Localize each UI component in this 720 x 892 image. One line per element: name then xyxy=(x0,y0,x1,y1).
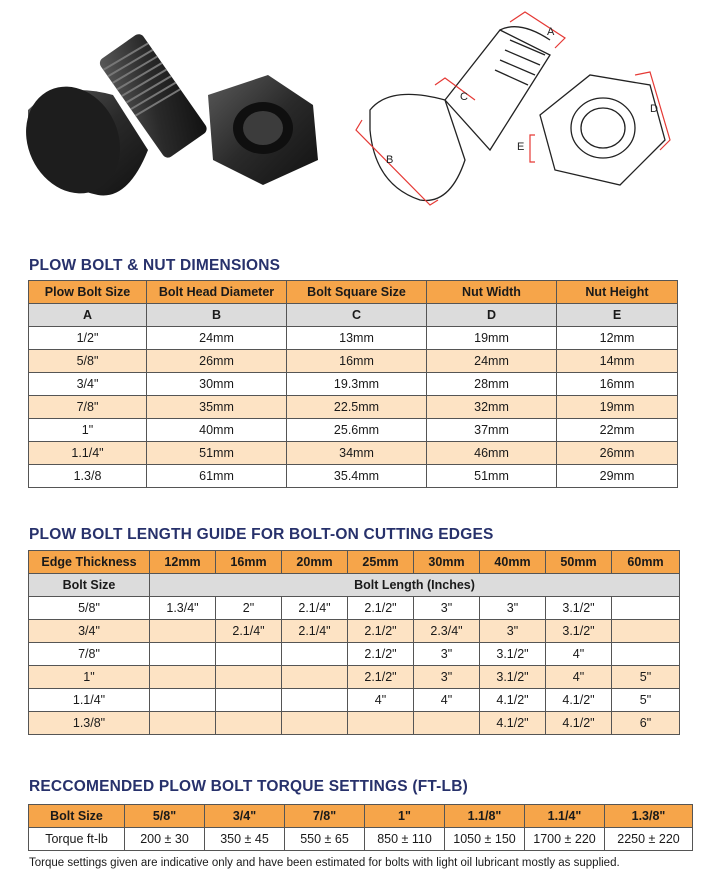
length-cell xyxy=(282,666,348,689)
length-cell: 2.1/4" xyxy=(282,597,348,620)
dimension-cell: 35.4mm xyxy=(287,465,427,488)
length-cell: 2.1/2" xyxy=(348,643,414,666)
length-cell: 3" xyxy=(414,597,480,620)
length-cell: 3" xyxy=(414,666,480,689)
length-guide-title: PLOW BOLT LENGTH GUIDE FOR BOLT-ON CUTTING EDGES xyxy=(29,526,494,543)
length-row xyxy=(29,620,680,643)
dimension-cell: 37mm xyxy=(427,419,557,442)
length-cell: 5" xyxy=(612,689,680,712)
dimension-cell: 19.3mm xyxy=(287,373,427,396)
length-cell: 4.1/2" xyxy=(546,689,612,712)
dimension-cell: 26mm xyxy=(147,350,287,373)
dimension-cell: 29mm xyxy=(557,465,678,488)
length-cell: 2.1/2" xyxy=(348,666,414,689)
thickness-cell: 30mm xyxy=(414,551,480,574)
dimension-cell: 1.3/8 xyxy=(29,465,147,488)
footnote: Torque settings given are indicative only and have been estimated for bolts with light oil lubricant mostly as supplied. xyxy=(29,857,620,869)
dimension-cell: 34mm xyxy=(287,442,427,465)
dimensions-row xyxy=(29,396,678,419)
letter-cell: A xyxy=(29,304,147,327)
length-cell xyxy=(150,689,216,712)
dimension-cell: 19mm xyxy=(557,396,678,419)
dimension-cell: 12mm xyxy=(557,327,678,350)
dimension-cell: 13mm xyxy=(287,327,427,350)
header-cell: Bolt Head Diameter xyxy=(147,281,287,304)
dimension-cell: 32mm xyxy=(427,396,557,419)
torque-size-row xyxy=(29,805,693,828)
torque-title: RECCOMENDED PLOW BOLT TORQUE SETTINGS (FT-LB) xyxy=(29,778,468,795)
dimension-cell: 61mm xyxy=(147,465,287,488)
size-cell: 1.1/4" xyxy=(525,805,605,828)
dimension-cell: 40mm xyxy=(147,419,287,442)
torque-cell: 200 ± 30 xyxy=(125,828,205,851)
edge-thickness-label: Edge Thickness xyxy=(29,551,150,574)
dimension-cell: 22.5mm xyxy=(287,396,427,419)
size-cell: 1" xyxy=(365,805,445,828)
dimension-cell: 22mm xyxy=(557,419,678,442)
length-row xyxy=(29,643,680,666)
length-cell: 4" xyxy=(546,666,612,689)
dimensions-letter-row xyxy=(29,304,678,327)
dimensions-row xyxy=(29,442,678,465)
size-cell: 3/4" xyxy=(205,805,285,828)
torque-cell: 2250 ± 220 xyxy=(605,828,693,851)
dimension-cell: 3/4" xyxy=(29,373,147,396)
size-cell: 7/8" xyxy=(285,805,365,828)
length-cell xyxy=(150,643,216,666)
length-cell xyxy=(282,712,348,735)
dimension-cell: 51mm xyxy=(147,442,287,465)
dimension-cell: 24mm xyxy=(427,350,557,373)
length-cell xyxy=(216,712,282,735)
length-cell: 4" xyxy=(348,689,414,712)
thickness-cell: 25mm xyxy=(348,551,414,574)
dimension-cell: 1/2" xyxy=(29,327,147,350)
dimension-cell: 35mm xyxy=(147,396,287,419)
dimension-cell: 16mm xyxy=(557,373,678,396)
thickness-cell: 40mm xyxy=(480,551,546,574)
length-cell: 2.3/4" xyxy=(414,620,480,643)
length-cell: 4.1/2" xyxy=(480,712,546,735)
label-b: B xyxy=(386,154,394,166)
torque-cell: 350 ± 45 xyxy=(205,828,285,851)
torque-cell: 1050 ± 150 xyxy=(445,828,525,851)
length-cell xyxy=(348,712,414,735)
dimensions-header-row xyxy=(29,281,678,304)
label-e: E xyxy=(517,141,525,153)
length-cell: 2.1/4" xyxy=(282,620,348,643)
length-cell: 3" xyxy=(480,620,546,643)
length-cell: 5/8" xyxy=(29,597,150,620)
length-cell: 6" xyxy=(612,712,680,735)
header-cell: Nut Width xyxy=(427,281,557,304)
dimension-cell: 14mm xyxy=(557,350,678,373)
length-row xyxy=(29,689,680,712)
length-cell xyxy=(414,712,480,735)
letter-cell: B xyxy=(147,304,287,327)
length-cell: 3.1/2" xyxy=(546,620,612,643)
letter-cell: D xyxy=(427,304,557,327)
length-cell: 7/8" xyxy=(29,643,150,666)
size-cell: 1.1/8" xyxy=(445,805,525,828)
length-header-row xyxy=(29,551,680,574)
length-cell: 2" xyxy=(216,597,282,620)
length-row xyxy=(29,597,680,620)
dimension-cell: 26mm xyxy=(557,442,678,465)
length-cell xyxy=(216,643,282,666)
length-cell: 1.1/4" xyxy=(29,689,150,712)
header-cell: Plow Bolt Size xyxy=(29,281,147,304)
length-cell xyxy=(216,666,282,689)
length-guide-table xyxy=(28,550,680,735)
label-a: A xyxy=(547,26,555,38)
dimensions-row xyxy=(29,419,678,442)
header-cell: Bolt Square Size xyxy=(287,281,427,304)
header-cell: Nut Height xyxy=(557,281,678,304)
dimension-cell: 30mm xyxy=(147,373,287,396)
length-cell: 3" xyxy=(414,643,480,666)
length-cell: 1.3/4" xyxy=(150,597,216,620)
length-cell xyxy=(150,712,216,735)
length-cell: 2.1/4" xyxy=(216,620,282,643)
length-cell: 4.1/2" xyxy=(480,689,546,712)
length-cell xyxy=(150,620,216,643)
length-cell: 2.1/2" xyxy=(348,620,414,643)
dimension-cell: 28mm xyxy=(427,373,557,396)
thickness-cell: 12mm xyxy=(150,551,216,574)
dimension-cell: 1.1/4" xyxy=(29,442,147,465)
dimension-cell: 16mm xyxy=(287,350,427,373)
dimension-diagram xyxy=(350,0,700,240)
length-cell: 1.3/8" xyxy=(29,712,150,735)
length-subheader-row xyxy=(29,574,680,597)
length-cell: 1" xyxy=(29,666,150,689)
bolt-size-label: Bolt Size xyxy=(29,805,125,828)
length-cell xyxy=(216,689,282,712)
length-cell: 3.1/2" xyxy=(480,666,546,689)
length-cell: 3.1/2" xyxy=(546,597,612,620)
thickness-cell: 20mm xyxy=(282,551,348,574)
dimension-cell: 51mm xyxy=(427,465,557,488)
label-d: D xyxy=(650,103,658,115)
length-cell: 3.1/2" xyxy=(480,643,546,666)
letter-cell: C xyxy=(287,304,427,327)
torque-value-row xyxy=(29,828,693,851)
dimension-cell: 5/8" xyxy=(29,350,147,373)
length-cell xyxy=(282,643,348,666)
thickness-cell: 16mm xyxy=(216,551,282,574)
length-cell xyxy=(612,620,680,643)
length-cell: 4.1/2" xyxy=(546,712,612,735)
dimensions-row xyxy=(29,350,678,373)
dimensions-row xyxy=(29,327,678,350)
dimensions-table xyxy=(28,280,678,488)
bolt-size-label: Bolt Size xyxy=(29,574,150,597)
length-cell: 3/4" xyxy=(29,620,150,643)
dimension-cell: 1" xyxy=(29,419,147,442)
dimensions-row xyxy=(29,373,678,396)
length-row xyxy=(29,666,680,689)
dimension-cell: 7/8" xyxy=(29,396,147,419)
dimension-cell: 46mm xyxy=(427,442,557,465)
length-cell xyxy=(282,689,348,712)
length-cell: 4" xyxy=(414,689,480,712)
bolt-and-nut-photo xyxy=(18,0,328,240)
bolt-length-label: Bolt Length (Inches) xyxy=(150,574,680,597)
length-cell: 5" xyxy=(612,666,680,689)
length-cell: 3" xyxy=(480,597,546,620)
length-cell xyxy=(612,643,680,666)
length-cell xyxy=(612,597,680,620)
torque-cell: 1700 ± 220 xyxy=(525,828,605,851)
size-cell: 1.3/8" xyxy=(605,805,693,828)
dimensions-row xyxy=(29,465,678,488)
dimension-cell: 19mm xyxy=(427,327,557,350)
dimensions-title: PLOW BOLT & NUT DIMENSIONS xyxy=(29,257,281,274)
torque-cell: 550 ± 65 xyxy=(285,828,365,851)
letter-cell: E xyxy=(557,304,678,327)
dimension-cell: 24mm xyxy=(147,327,287,350)
size-cell: 5/8" xyxy=(125,805,205,828)
torque-label: Torque ft-lb xyxy=(29,828,125,851)
length-cell: 4" xyxy=(546,643,612,666)
length-cell xyxy=(150,666,216,689)
thickness-cell: 60mm xyxy=(612,551,680,574)
label-c: C xyxy=(460,91,468,103)
length-row xyxy=(29,712,680,735)
thickness-cell: 50mm xyxy=(546,551,612,574)
torque-table xyxy=(28,804,693,851)
dimension-cell: 25.6mm xyxy=(287,419,427,442)
torque-cell: 850 ± 110 xyxy=(365,828,445,851)
length-cell: 2.1/2" xyxy=(348,597,414,620)
